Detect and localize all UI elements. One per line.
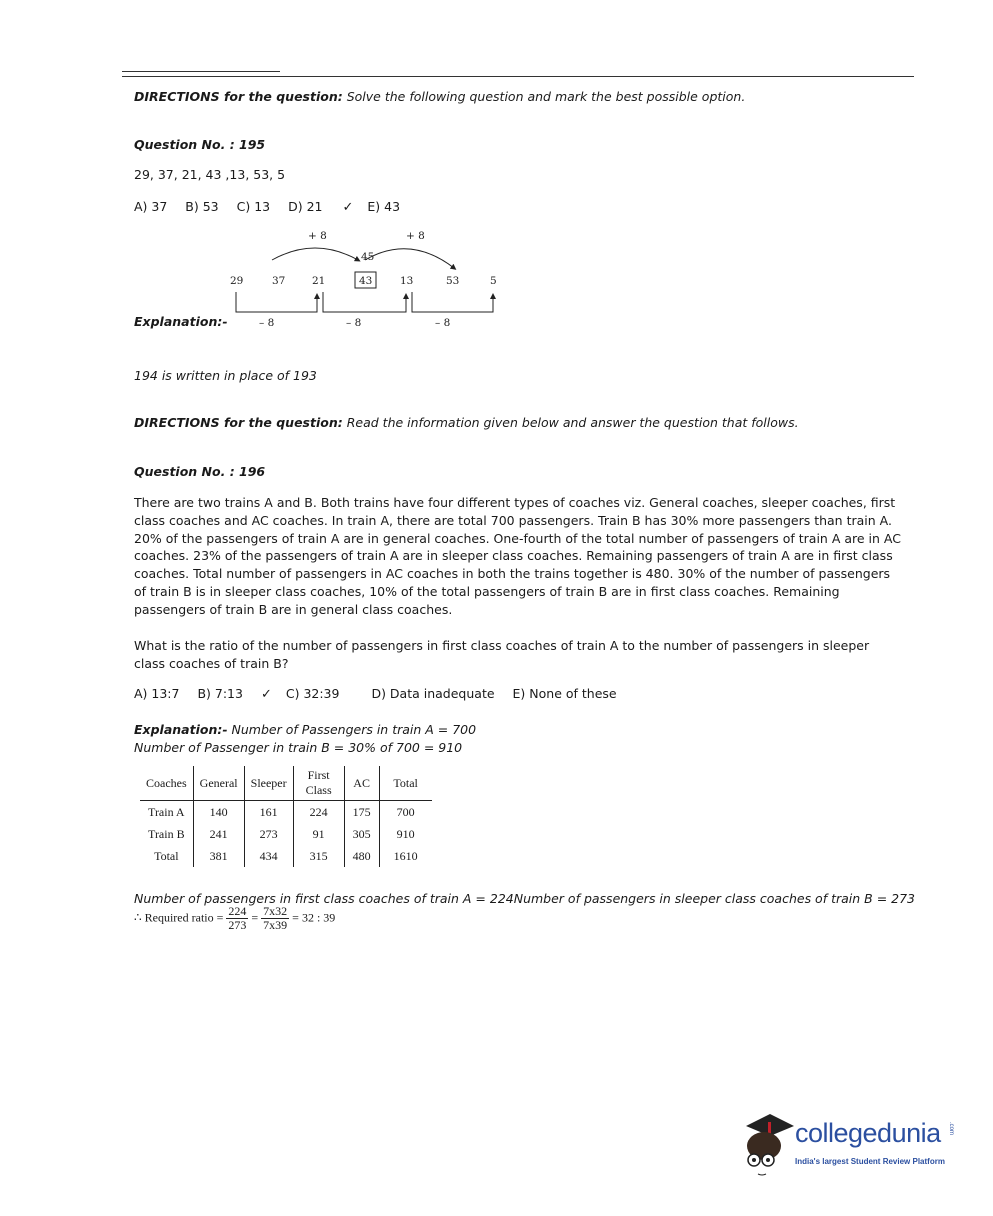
fraction-numerator: 7x32 <box>263 904 288 918</box>
header-rule-long <box>122 76 914 77</box>
ratio-prefix: ∴ Required ratio = <box>134 910 224 925</box>
ratio-fraction-2 <box>261 905 289 932</box>
table-cell: 434 <box>244 845 293 867</box>
q195-directions-label: DIRECTIONS for the question: <box>134 89 343 104</box>
q195-note: 194 is written in place of 193 <box>134 368 317 383</box>
table-cell: 91 <box>293 823 344 845</box>
q195-series-diagram <box>220 226 510 331</box>
q195-correct-check-icon: ✓ <box>342 200 354 215</box>
table-header-cell: Coaches <box>140 766 193 801</box>
q196-explanation-label: Explanation:- <box>134 722 228 737</box>
mascot-icon <box>740 1108 796 1178</box>
minus-bracket-2 <box>323 292 406 312</box>
table-cell: 381 <box>193 845 244 867</box>
q196-conclusion: Number of passengers in first class coaches of train A = 224Number of passengers in sleeper class coaches of train B = 273 <box>134 891 915 906</box>
q196-directions-text: Read the information given below and answer the question that follows. <box>342 415 799 430</box>
q196-explanation-line2: Number of Passenger in train B = 30% of 700 = 910 <box>134 740 463 755</box>
q196-directions-label: DIRECTIONS for the question: <box>134 415 343 430</box>
minus-label-1: – 8 <box>259 317 275 329</box>
table-header-cell: First Class <box>293 766 344 801</box>
q196-option-e: E) None of these <box>512 686 617 701</box>
ratio-result: = 32 : 39 <box>292 910 336 925</box>
header-rule-short <box>122 71 280 72</box>
q195-directions-text: Solve the following question and mark the best possible option. <box>342 89 746 104</box>
q196-option-a: A) 13:7 <box>134 686 180 701</box>
fraction-denominator: 7x39 <box>263 918 288 932</box>
table-row <box>140 845 432 867</box>
table-header-cell: Sleeper <box>244 766 293 801</box>
table-cell: 1610 <box>379 845 432 867</box>
q196-option-c: C) 32:39 <box>285 686 340 701</box>
q195-option-a: A) 37 <box>134 199 168 214</box>
table-cell: 273 <box>244 823 293 845</box>
minus-label-3: – 8 <box>435 317 451 329</box>
table-header-row <box>140 766 432 801</box>
plus-label-2: + 8 <box>406 230 425 242</box>
table-header-cell: Total <box>379 766 432 801</box>
q196-passage: There are two trains A and B. Both trains have four different types of coaches viz. General coaches, sleeper coaches, first class coaches and AC coaches. In train A, there are total 700 passengers. Train B has 30% more passengers than train A. 20% of the passengers of train A are in general coaches. One-fourth of the total number of passengers of train A are in AC coaches. 23% of the passengers of train A are in sleeper class coaches. Remaining passengers of train A are in first class coaches. Total number of passengers in AC coaches in both the trains together is 480. 30% of the number of passengers of train B is in sleeper class coaches, 10% of the total passengers of train B are in first class coaches. Remaining passengers of train B are in general class coaches. <box>134 495 901 617</box>
logo-wordmark: collegedunia <box>795 1118 941 1148</box>
table-cell: 175 <box>344 801 379 824</box>
table-cell: 305 <box>344 823 379 845</box>
table-cell: Total <box>154 848 179 863</box>
series-number-2: 37 <box>272 275 286 287</box>
table-header-cell: General <box>193 766 244 801</box>
q196-option-b: B) 7:13 <box>197 686 243 701</box>
q195-series: 29, 37, 21, 43 ,13, 53, 5 <box>134 167 286 182</box>
q195-option-d: D) 21 <box>288 199 323 214</box>
table-cell: 480 <box>344 845 379 867</box>
table-header-cell: AC <box>344 766 379 801</box>
series-number-4: 43 <box>359 275 373 287</box>
table-row <box>140 823 432 845</box>
ratio-fraction-1 <box>226 905 248 932</box>
series-number-6: 53 <box>446 275 460 287</box>
table-cell: Train B <box>148 826 185 841</box>
plus-arc-1 <box>272 248 358 260</box>
fraction-numerator: 224 <box>228 904 247 918</box>
plus-label-1: + 8 <box>308 230 327 242</box>
q195-directions <box>134 89 745 104</box>
table-cell: 241 <box>193 823 244 845</box>
series-number-1: 29 <box>230 275 244 287</box>
table-cell: 315 <box>293 845 344 867</box>
q195-option-c: C) 13 <box>236 199 271 214</box>
q196-explanation-line1: Number of Passengers in train A = 700 <box>231 722 477 737</box>
q195-options <box>134 199 428 215</box>
collegedunia-logo <box>740 1108 960 1178</box>
series-number-7: 5 <box>490 275 497 287</box>
logo-suffix: .com <box>948 1122 954 1136</box>
q195-option-e: E) 43 <box>367 199 401 214</box>
q196-options <box>134 686 631 702</box>
q196-option-d: D) Data inadequate <box>371 686 495 701</box>
q195-explanation-label: Explanation:- <box>134 314 228 329</box>
q195-option-b: B) 53 <box>185 199 219 214</box>
plus-arc-2 <box>365 249 454 268</box>
table-row <box>140 801 432 824</box>
q196-question: What is the ratio of the number of passengers in first class coaches of train A to the number of passengers in sleeper class coaches of train B? <box>134 638 870 671</box>
q196-number: Question No. : 196 <box>134 464 266 479</box>
q196-directions <box>134 415 799 430</box>
q196-explanation-line1-row <box>134 722 476 737</box>
table-cell: 224 <box>293 801 344 824</box>
logo-tagline: India's largest Student Review Platform <box>795 1157 945 1166</box>
above-number: 45 <box>361 251 375 263</box>
minus-bracket-3 <box>412 292 493 312</box>
series-number-5: 13 <box>400 275 414 287</box>
minus-label-2: – 8 <box>346 317 362 329</box>
q195-number: Question No. : 195 <box>134 137 266 152</box>
table-cell: 700 <box>379 801 432 824</box>
minus-bracket-1 <box>236 292 317 312</box>
coaches-table <box>140 766 432 867</box>
table-cell: 910 <box>379 823 432 845</box>
table-cell: 161 <box>244 801 293 824</box>
fraction-denominator: 273 <box>228 918 247 932</box>
q196-correct-check-icon: ✓ <box>260 687 272 702</box>
required-ratio: ∴ Required ratio = $\frac{224}{273}$ = $\frac{7x32}{7x39} = 32$ : 39 <box>134 904 336 932</box>
series-number-3: 21 <box>312 275 326 287</box>
table-cell: Train A <box>148 804 185 819</box>
table-cell: 140 <box>193 801 244 824</box>
